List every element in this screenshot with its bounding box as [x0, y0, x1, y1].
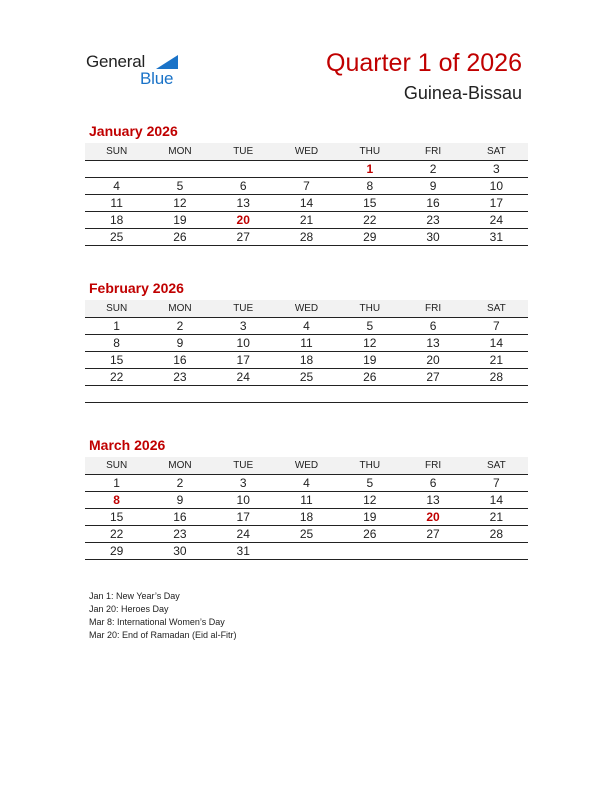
day-cell [212, 161, 275, 178]
day-cell: 17 [236, 510, 250, 524]
holiday-note: Mar 8: International Women’s Day [89, 617, 225, 627]
logo-blue-text: Blue [140, 69, 174, 88]
day-cell: 9 [176, 493, 184, 507]
weekday-header: FRI [425, 146, 442, 157]
weekday-header: TUE [233, 146, 254, 157]
weekday-header: SUN [106, 460, 128, 471]
day-cell: 23 [173, 370, 187, 384]
logo-general-text: General [86, 52, 146, 71]
month-title: January 2026 [89, 123, 178, 139]
week-row [85, 335, 528, 352]
day-cell: 26 [173, 230, 187, 244]
day-cell: 28 [299, 230, 314, 244]
day-cell [401, 386, 464, 402]
day-cell: 2 [176, 476, 184, 490]
week-row [85, 509, 528, 526]
country-subtitle: Guinea-Bissau [403, 83, 522, 103]
day-cell: 28 [489, 370, 504, 384]
day-cell: 14 [489, 336, 504, 350]
day-cell: 6 [429, 319, 437, 333]
day-cell: 11 [110, 196, 123, 210]
day-cell [275, 386, 338, 402]
day-cell: 9 [429, 179, 437, 193]
month-calendar-march [85, 437, 528, 560]
day-cell: 8 [366, 179, 374, 193]
day-cell: 30 [426, 230, 440, 244]
weekday-header: WED [294, 303, 319, 314]
day-cell: 6 [239, 179, 247, 193]
day-cell: 4 [113, 179, 120, 193]
weekday-header: SAT [486, 146, 506, 157]
day-cell: 27 [426, 527, 440, 541]
week-row [85, 229, 528, 246]
day-cell: 19 [363, 353, 377, 367]
weekday-header: MON [168, 303, 192, 314]
weekday-header: TUE [233, 460, 254, 471]
day-cell: 23 [173, 527, 187, 541]
day-cell: 30 [173, 544, 187, 558]
week-row [85, 178, 528, 195]
day-cell: 27 [426, 370, 440, 384]
day-cell: 12 [363, 493, 377, 507]
day-cell: 4 [303, 476, 310, 490]
week-row [85, 195, 528, 212]
day-cell [338, 386, 401, 402]
day-cell [465, 543, 528, 560]
day-cell: 14 [489, 493, 504, 507]
weekday-header: SUN [106, 146, 128, 157]
day-cell: 10 [236, 336, 250, 350]
day-cell [148, 161, 211, 178]
day-cell: 19 [173, 213, 187, 227]
day-cell [465, 386, 528, 402]
day-cell: 15 [363, 196, 377, 210]
day-cell: 10 [489, 179, 504, 193]
day-cell [338, 543, 401, 560]
day-cell: 24 [236, 370, 250, 384]
day-cell: 7 [303, 179, 310, 193]
day-cell [85, 386, 148, 402]
week-row [85, 318, 528, 335]
weekday-header: THU [359, 146, 381, 157]
holiday-note: Jan 20: Heroes Day [89, 604, 169, 614]
day-cell [212, 386, 275, 402]
day-cell: 15 [109, 510, 124, 524]
day-cell: 19 [363, 510, 377, 524]
generalblue-logo [86, 52, 186, 88]
day-cell: 25 [299, 370, 314, 384]
day-cell: 22 [109, 370, 124, 384]
week-row [85, 543, 528, 560]
day-cell: 7 [493, 476, 500, 490]
day-cell: 5 [366, 476, 374, 490]
day-cell: 7 [493, 319, 500, 333]
day-cell: 3 [239, 476, 247, 490]
day-cell: 26 [363, 370, 377, 384]
day-cell: 21 [489, 510, 504, 524]
week-row [85, 369, 528, 386]
day-cell: 18 [299, 353, 314, 367]
day-cell: 1 [113, 319, 120, 333]
day-cell [275, 543, 338, 560]
weekday-header: FRI [425, 460, 442, 471]
day-cell: 20 [426, 510, 440, 524]
weekday-header: SUN [106, 303, 128, 314]
week-row [85, 475, 528, 492]
weekday-header-row [85, 300, 528, 318]
day-cell [401, 543, 464, 560]
day-cell: 17 [236, 353, 250, 367]
day-cell: 26 [363, 527, 377, 541]
day-cell [275, 161, 338, 178]
weekday-header-row [85, 143, 528, 161]
day-cell: 5 [366, 319, 374, 333]
day-cell: 5 [176, 179, 184, 193]
weekday-header: SAT [486, 303, 506, 314]
month-title: February 2026 [89, 280, 184, 296]
day-cell: 13 [426, 336, 440, 350]
week-row [85, 526, 528, 543]
weekday-header: SAT [486, 460, 506, 471]
week-row [85, 161, 528, 178]
day-cell: 2 [429, 162, 437, 176]
day-cell: 11 [300, 493, 313, 507]
week-row [85, 386, 528, 403]
weekday-header: THU [359, 303, 381, 314]
day-cell: 23 [426, 213, 440, 227]
week-row [85, 352, 528, 369]
day-cell: 16 [173, 353, 187, 367]
day-cell: 12 [363, 336, 377, 350]
holiday-notes [89, 590, 237, 642]
day-cell: 3 [493, 162, 500, 176]
day-cell [148, 386, 211, 402]
day-cell: 8 [113, 336, 120, 350]
day-cell: 11 [300, 336, 313, 350]
day-cell: 8 [113, 493, 120, 507]
day-cell: 10 [236, 493, 250, 507]
day-cell: 18 [109, 213, 124, 227]
day-cell: 29 [109, 544, 124, 558]
day-cell: 6 [429, 476, 437, 490]
weekday-header: MON [168, 146, 192, 157]
weekday-header: WED [294, 460, 319, 471]
day-cell: 2 [176, 319, 184, 333]
month-calendar-january [85, 123, 528, 246]
month-calendar-february [85, 280, 528, 403]
day-cell: 14 [299, 196, 314, 210]
day-cell: 31 [489, 230, 504, 244]
day-cell: 17 [489, 196, 504, 210]
day-cell: 1 [113, 476, 120, 490]
weekday-header: THU [359, 460, 381, 471]
weekday-header: TUE [233, 303, 254, 314]
month-title: March 2026 [89, 437, 166, 453]
day-cell: 27 [236, 230, 250, 244]
day-cell: 18 [299, 510, 314, 524]
weekday-header: MON [168, 460, 192, 471]
day-cell: 21 [489, 353, 504, 367]
weekday-header: FRI [425, 303, 442, 314]
day-cell: 28 [489, 527, 504, 541]
logo-triangle-icon [156, 55, 178, 69]
day-cell: 22 [109, 527, 124, 541]
weekday-header-row [85, 457, 528, 475]
day-cell [85, 161, 148, 178]
day-cell: 16 [426, 196, 440, 210]
week-row [85, 212, 528, 229]
day-cell: 24 [489, 213, 504, 227]
day-cell: 16 [173, 510, 187, 524]
day-cell: 20 [426, 353, 440, 367]
day-cell: 1 [366, 162, 374, 176]
holiday-note: Jan 1: New Year’s Day [89, 591, 180, 601]
day-cell: 3 [239, 319, 247, 333]
day-cell: 13 [426, 493, 440, 507]
weekday-header: WED [294, 146, 319, 157]
day-cell: 12 [173, 196, 187, 210]
holiday-note: Mar 20: End of Ramadan (Eid al-Fitr) [89, 630, 237, 640]
day-cell: 31 [236, 544, 250, 558]
day-cell: 22 [363, 213, 377, 227]
week-row [85, 492, 528, 509]
day-cell: 21 [299, 213, 314, 227]
day-cell: 29 [363, 230, 377, 244]
page-title: Quarter 1 of 2026 [326, 49, 522, 77]
day-cell: 9 [176, 336, 184, 350]
day-cell: 4 [303, 319, 310, 333]
day-cell: 25 [299, 527, 314, 541]
day-cell: 25 [109, 230, 124, 244]
day-cell: 20 [236, 213, 250, 227]
day-cell: 13 [236, 196, 250, 210]
day-cell: 15 [109, 353, 124, 367]
day-cell: 24 [236, 527, 250, 541]
